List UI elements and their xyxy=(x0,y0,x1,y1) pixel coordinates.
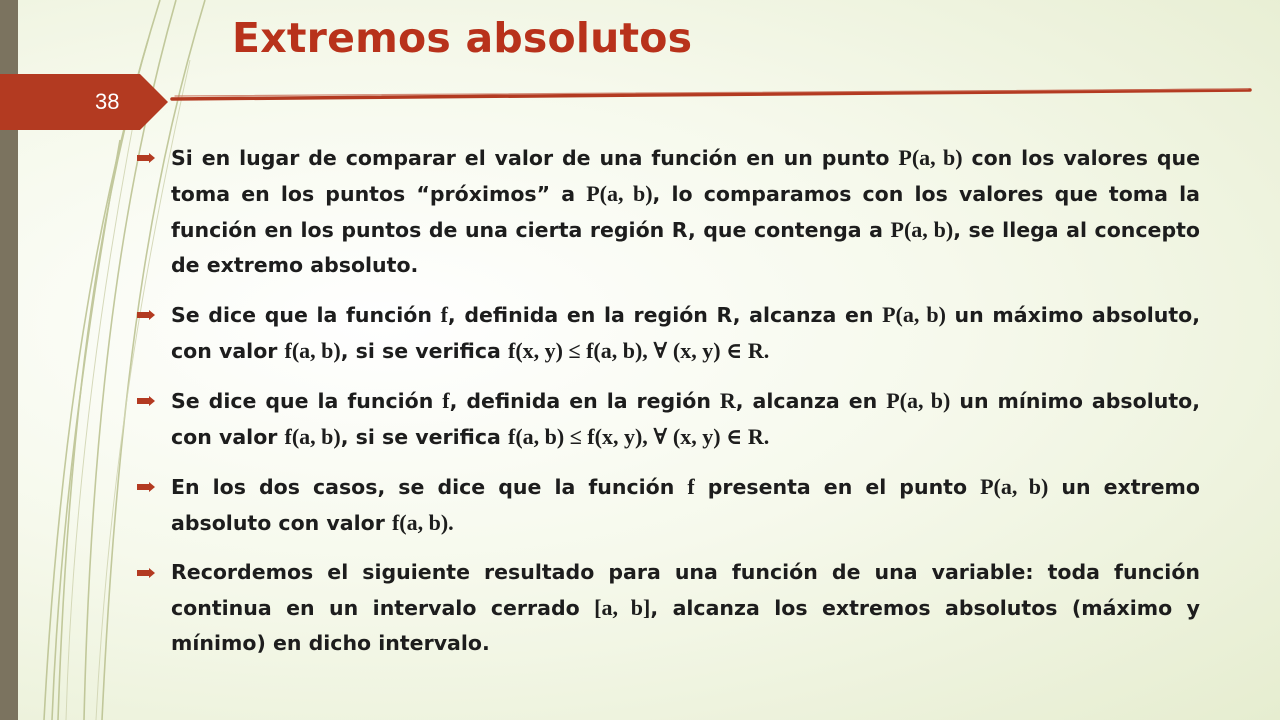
content-list xyxy=(137,140,1200,675)
bullet-text: Se dice que la función f, definida en la región R, alcanza en P(a, b) un mínimo absoluto, con valor f(a, b), si se verifica f(a, b) ≤ f(x, y), ∀ (x, y) ∈ R. xyxy=(171,388,1201,449)
bullet-item xyxy=(137,383,1200,455)
arrow-bullet-icon xyxy=(137,482,155,492)
bullet-item xyxy=(137,297,1200,369)
bullet-item xyxy=(137,555,1200,661)
bullet-text: Si en lugar de comparar el valor de una función en un punto P(a, b) con los valores que toma en los puntos “próximos” a P(a, b), lo comparamos con los valores que toma la función en los puntos de una cierta región R, que contenga a P(a, b), se llega al concepto de extremo absoluto. xyxy=(171,145,1201,277)
slide-title: Extremos absolutos xyxy=(232,14,693,62)
bullet-item xyxy=(137,140,1200,283)
bullet-text: Se dice que la función f, definida en la región R, alcanza en P(a, b) un máximo absoluto, con valor f(a, b), si se verifica f(x, y) ≤ f(a, b), ∀ (x, y) ∈ R. xyxy=(171,302,1200,363)
bullet-text: En los dos casos, se dice que la función f presenta en el punto P(a, b) un extremo absoluto con valor f(a, b). xyxy=(171,474,1200,535)
bullet-item xyxy=(137,469,1200,541)
arrow-bullet-icon xyxy=(137,568,155,578)
page-number: 38 xyxy=(95,89,120,114)
arrow-bullet-icon xyxy=(137,153,155,163)
arrow-bullet-icon xyxy=(137,310,155,320)
page-number-tab xyxy=(0,74,168,130)
arrow-bullet-icon xyxy=(137,396,155,406)
bullet-text: Recordemos el siguiente resultado para una función de una variable: toda función continua en un intervalo cerrado [a, b], alcanza los extremos absolutos (máximo y mínimo) en dicho intervalo. xyxy=(171,560,1200,655)
